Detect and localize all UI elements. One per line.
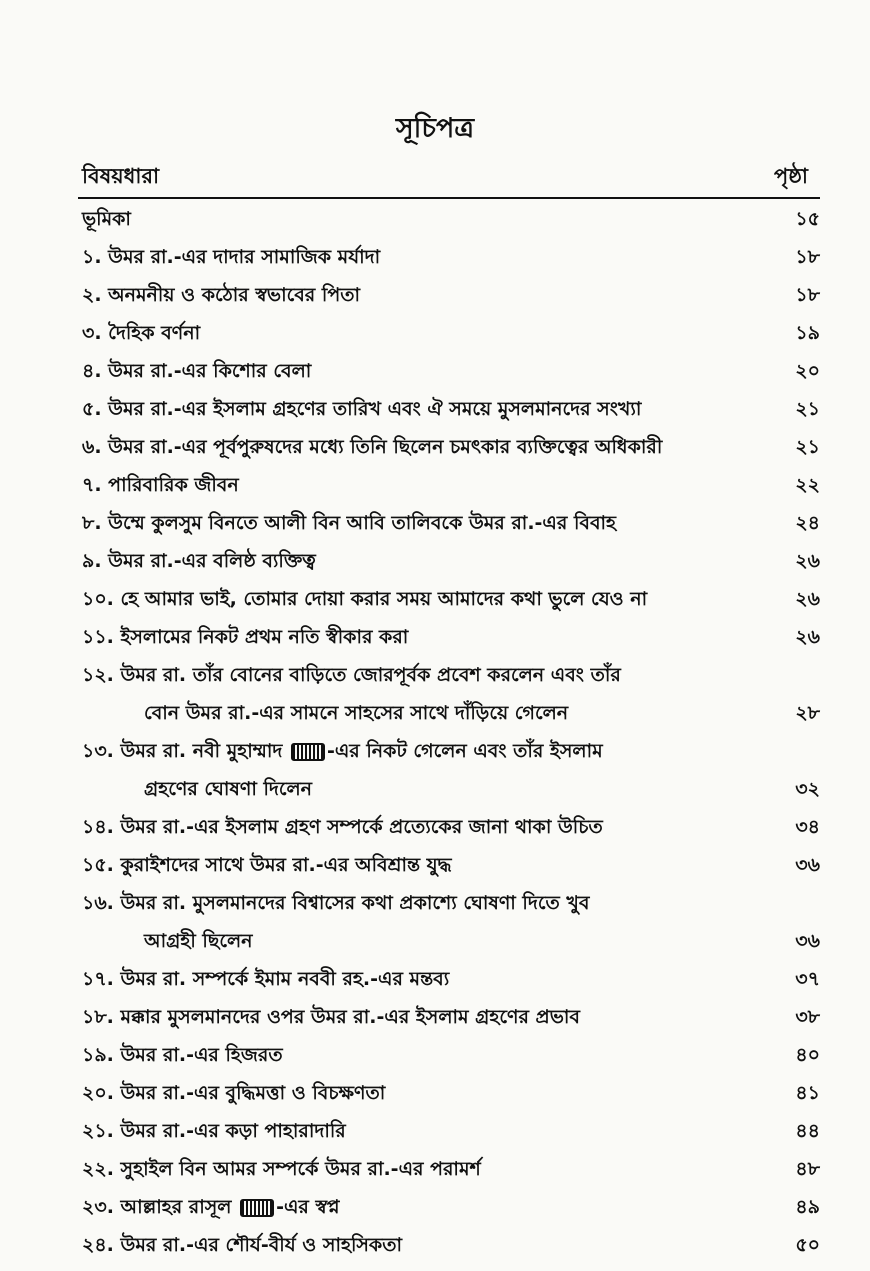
toc-entry	[78, 504, 820, 542]
entry-page: ২৬	[795, 588, 820, 610]
entry-page: ২১	[795, 436, 820, 458]
toc-entry	[78, 960, 820, 998]
entry-title: ২. অনমনীয় ও কঠোর স্বভাবের পিতা	[82, 284, 360, 306]
toc-entry	[78, 884, 820, 960]
toc-entry	[78, 390, 820, 428]
entry-page: ৪১	[795, 1082, 820, 1104]
entry-page: ৩২	[795, 778, 820, 800]
entry-title-line: ১২. উমর রা. তাঁর বোনের বাড়িতে জোরপূর্বক প্রবেশ করলেন এবং তাঁর	[82, 664, 621, 686]
entry-title-line: ২৩. আল্লাহর রাসূল	[82, 1196, 232, 1218]
entry-page: ৫০	[795, 1234, 820, 1256]
entry-page: ২২	[795, 474, 820, 496]
toc-entry	[78, 998, 820, 1036]
entry-title: ৬. উমর রা.-এর পূর্বপুরুষদের মধ্যে তিনি ছিলেন চমৎকার ব্যক্তিত্বের অধিকারী	[82, 436, 663, 458]
entry-page: ৪৯	[795, 1196, 820, 1218]
entry-title: ৫. উমর রা.-এর ইসলাম গ্রহণের তারিখ এবং ঐ সময়ে মুসলমানদের সংখ্যা	[82, 398, 642, 420]
column-header-page: পৃষ্ঠা	[773, 164, 808, 188]
entry-title: ২১. উমর রা.-এর কড়া পাহারাদারি	[82, 1120, 346, 1142]
entry-title: ১৯. উমর রা.-এর হিজরত	[82, 1044, 283, 1066]
salutation-calligraphy-icon	[291, 743, 325, 761]
toc-entry	[78, 808, 820, 846]
toc-entry	[78, 1036, 820, 1074]
entry-page: ৪৪	[795, 1120, 820, 1142]
entry-page: ৪০	[795, 1044, 820, 1066]
toc-entry	[78, 732, 820, 808]
entry-title: ১. উমর রা.-এর দাদার সামাজিক মর্যাদা	[82, 246, 381, 268]
entry-page: ১৮	[795, 246, 820, 268]
entry-page: ২৬	[795, 550, 820, 572]
toc-entry	[78, 200, 820, 238]
salutation-calligraphy-icon	[240, 1199, 274, 1217]
entry-title: ৭. পারিবারিক জীবন	[82, 474, 239, 496]
entry-title-line: -এর স্বপ্ন	[276, 1196, 340, 1218]
entry-page: ৩৮	[795, 1006, 820, 1028]
entry-title-line: ১৬. উমর রা. মুসলমানদের বিশ্বাসের কথা প্রকাশ্যে ঘোষণা দিতে খুব	[82, 892, 590, 914]
entry-title: ২০. উমর রা.-এর বুদ্ধিমত্তা ও বিচক্ষণতা	[82, 1082, 386, 1104]
entry-title	[78, 1188, 768, 1226]
entry-title-continuation: বোন উমর রা.-এর সামনে সাহসের সাথে দাঁড়িয়ে গেলেন	[144, 702, 569, 724]
toc-entry	[78, 466, 820, 504]
toc-entry	[78, 656, 820, 732]
toc-entry	[78, 352, 820, 390]
toc-entry	[78, 276, 820, 314]
entry-title: ২২. সুহাইল বিন আমর সম্পর্কে উমর রা.-এর পরামর্শ	[82, 1158, 481, 1180]
entry-title	[78, 732, 768, 808]
entry-title-line: ১৩. উমর রা. নবী মুহাম্মাদ	[82, 740, 283, 762]
entry-page: ২৮	[795, 702, 820, 724]
entry-page: ৩৪	[795, 816, 820, 838]
entry-page: ২৪	[795, 512, 820, 534]
entry-title: ২৪. উমর রা.-এর শৌর্য-বীর্য ও সাহসিকতা	[82, 1234, 402, 1256]
toc-entry	[78, 1112, 820, 1150]
entry-title-continuation: আগ্রহী ছিলেন	[144, 930, 253, 952]
entry-title: ১৪. উমর রা.-এর ইসলাম গ্রহণ সম্পর্কে প্রত্যেকের জানা থাকা উচিত	[82, 816, 603, 838]
page-title: সূচিপত্র	[395, 113, 475, 144]
entry-page: ১৮	[795, 284, 820, 306]
toc-entry	[78, 1226, 820, 1264]
toc-entry	[78, 314, 820, 352]
entry-page: ১৫	[795, 208, 820, 230]
entry-title	[78, 656, 768, 732]
toc-entry	[78, 428, 820, 466]
entry-title: ৩. দৈহিক বর্ণনা	[82, 322, 201, 344]
entry-title-line: -এর নিকট গেলেন এবং তাঁর ইসলাম	[326, 740, 603, 762]
entry-page: ১৯	[795, 322, 820, 344]
entry-page: ৩৭	[795, 968, 820, 990]
header-rule	[78, 197, 820, 199]
entry-title: ১১. ইসলামের নিকট প্রথম নতি স্বীকার করা	[82, 626, 409, 648]
toc-entry	[78, 1188, 820, 1226]
toc-entry	[78, 542, 820, 580]
toc-entry	[78, 238, 820, 276]
entry-title: ১০. হে আমার ভাই, তোমার দোয়া করার সময় আমাদের কথা ভুলে যেও না	[82, 588, 648, 610]
entry-title: ৯. উমর রা.-এর বলিষ্ঠ ব্যক্তিত্ব	[82, 550, 316, 572]
entry-title	[78, 884, 768, 960]
entry-page: ২০	[795, 360, 820, 382]
column-header-topic: বিষয়ধারা	[82, 164, 160, 188]
toc-entry	[78, 618, 820, 656]
entry-page: ২৬	[795, 626, 820, 648]
entry-title: ১৮. মক্কার মুসলমানদের ওপর উমর রা.-এর ইসলাম গ্রহণের প্রভাব	[82, 1006, 580, 1028]
entry-title: ১৭. উমর রা. সম্পর্কে ইমাম নববী রহ.-এর মন্তব্য	[82, 968, 450, 990]
entry-page: ২১	[795, 398, 820, 420]
entry-page: ৩৬	[795, 854, 820, 876]
entry-title: ১৫. কুরাইশদের সাথে উমর রা.-এর অবিশ্রান্ত যুদ্ধ	[82, 854, 452, 876]
entry-title: ৮. উম্মে কুলসুম বিনতে আলী বিন আবি তালিবকে উমর রা.-এর বিবাহ	[82, 512, 617, 534]
toc-entry	[78, 580, 820, 618]
entry-page: ৪৮	[795, 1158, 820, 1180]
entry-title: ৪. উমর রা.-এর কিশোর বেলা	[82, 360, 312, 382]
entry-title: ভূমিকা	[82, 208, 131, 230]
entry-title-continuation: গ্রহণের ঘোষণা দিলেন	[144, 778, 312, 800]
toc-entry	[78, 846, 820, 884]
toc-entry	[78, 1074, 820, 1112]
toc-entry	[78, 1150, 820, 1188]
toc-list	[78, 200, 820, 1264]
entry-page: ৩৬	[795, 930, 820, 952]
